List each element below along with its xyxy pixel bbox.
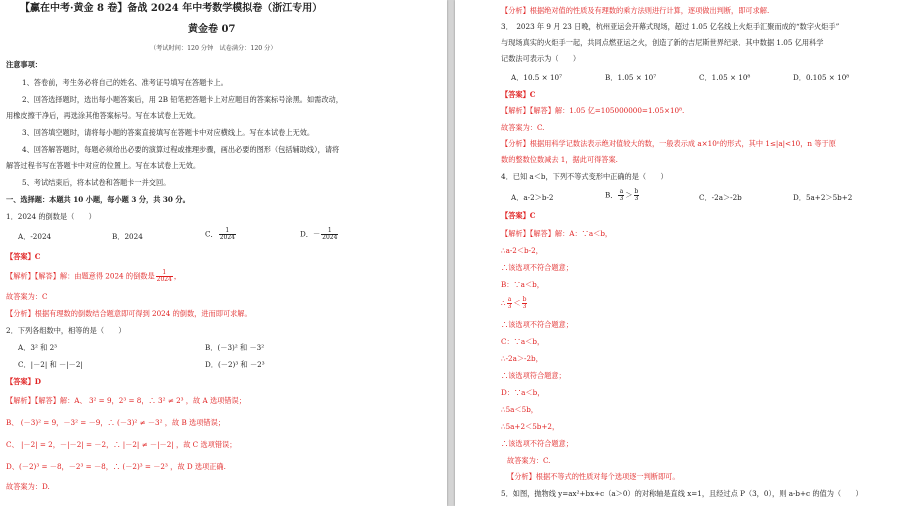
q4-analysis-line: ∴该选项不符合题意； bbox=[501, 439, 573, 448]
q2-answer: 【答案】D bbox=[6, 377, 41, 386]
q4-option-b: B． $\frac{a}{3}$ ＞ $\frac{b}{3}$ bbox=[605, 188, 639, 202]
q3-analysis: 【解析】【解答】解：1.05 亿=105000000=1.05×10⁸. bbox=[501, 106, 685, 115]
q2-analysis-line: B、 (－3)² = 9，－3² = －9，∴ (－3)² ≠ －3² ，故 B 选项错误； bbox=[6, 418, 225, 427]
page-left bbox=[0, 0, 447, 506]
note-line: 5、考试结束后，将本试卷和答题卡一并交回。 bbox=[22, 178, 171, 187]
note-line: 1、答卷前，考生务必将自己的姓名、准考证号填写在答题卡上。 bbox=[22, 78, 228, 87]
q2-conclusion: 故答案为：D. bbox=[6, 482, 50, 491]
exam-info: （考试时间：120 分钟 试卷满分：120 分） bbox=[150, 45, 277, 52]
question-5-stem: 5．如图，抛物线 y=ax²+bx+c（a＞0）的对称轴是直线 x=1，且经过点 P（3，0），则 a-b+c 的值为（ ） bbox=[501, 489, 863, 498]
q2-fenxi: 【分析】根据绝对值的性质及有理数的乘方法则进行计算，逐项做出判断，即可求解. bbox=[501, 6, 770, 15]
q4-analysis-line: C：∵a＜b， bbox=[501, 337, 545, 346]
note-line: 4、回答解答题时，每题必须给出必要的演算过程或推理步骤，画出必要的图形（包括辅助线），请将 bbox=[22, 145, 340, 154]
question-2-stem: 2．下列各组数中，相等的是（ ） bbox=[6, 326, 126, 335]
exam-title: 【赢在中考·黄金 8 卷】备战 2024 年中考数学模拟卷（浙江专用） bbox=[20, 3, 323, 14]
q1-option-c: C． $\frac{1}{2024}$ bbox=[205, 227, 235, 241]
note-line: 3、回答填空题时，请将每小题的答案直接填写在答题卡中对应横线上。写在本试卷上无效。 bbox=[22, 128, 315, 137]
q4-conclusion: 故答案为：C. bbox=[507, 456, 551, 465]
question-1-stem: 1．2024 的倒数是（ ） bbox=[6, 212, 96, 221]
section-heading: 一、选择题：本题共 10 小题，每小题 3 分，共 30 分。 bbox=[6, 195, 190, 204]
note-line: 2、回答选择题时，选出每小题答案后，用 2B 铅笔把答题卡上对应题目的答案标号涂黑。如需改动， bbox=[22, 95, 343, 104]
q1-conclusion: 故答案为：C bbox=[6, 292, 48, 301]
q4-analysis-line: 【解析】【解答】解：A：∵a＜b， bbox=[501, 229, 613, 238]
note-line: 解答过程书写在答题卡中对应的位置上。写在本试卷上无效。 bbox=[6, 161, 201, 170]
q4-analysis-fraction-line: ∴ $\frac{a}{3}$ ＜ $\frac{b}{3}$ bbox=[501, 296, 527, 310]
notes-heading: 注意事项： bbox=[6, 60, 42, 69]
q3-option-a: A．10.5 × 10⁷ bbox=[511, 73, 563, 82]
q2-analysis-line: D、(－2)³ = －8，－2³ = －8，∴ (－2)³ = －2³ ，故 D 选项正确. bbox=[6, 462, 226, 471]
note-line: 用橡皮擦干净后，再选涂其他答案标号。写在本试卷上无效。 bbox=[6, 111, 201, 120]
question-4-stem: 4．已知 a＜b，下列不等式变形中正确的是（ ） bbox=[501, 172, 668, 181]
q3-option-d: D．0.105 × 10⁸ bbox=[793, 73, 850, 82]
q1-fenxi: 【分析】根据有理数的倒数结合题意即可得到 2024 的倒数，进而即可求解。 bbox=[6, 309, 252, 318]
q4-analysis-line: ∴5a＜5b， bbox=[501, 405, 538, 414]
q2-option-a: A．3² 和 2³ bbox=[18, 343, 58, 352]
q2-analysis-line: C、 |－2| = 2，－|－2| = －2，∴ |－2| ≠ －|－2| ，故 C 选项错误； bbox=[6, 440, 237, 449]
q4-analysis-line: ∴-2a＞-2b， bbox=[501, 354, 543, 363]
q4-analysis-line: D：∵a＜b， bbox=[501, 388, 545, 397]
exam-subtitle: 黄金卷 07 bbox=[188, 24, 236, 35]
question-3-stem: 记数法可表示为（ ） bbox=[501, 54, 581, 63]
question-3-stem: 与现场真实的火炬手一起，共同点燃亚运之火，创造了新的吉尼斯世界纪录．其中数据 1.05 亿用科学 bbox=[501, 38, 824, 47]
q2-option-b: B．(－3)² 和 －3² bbox=[205, 343, 265, 352]
q4-option-a: A．a-2＞b-2 bbox=[511, 193, 554, 202]
q3-fenxi: 【分析】根据用科学记数法表示绝对值较大的数，一般表示成 a×10ⁿ的形式，其中 1≤|a|<10，n 等于原 bbox=[501, 139, 836, 148]
q3-conclusion: 故答案为：C. bbox=[501, 123, 545, 132]
q2-option-c: C．|－2| 和 －|－2| bbox=[18, 360, 83, 369]
q2-option-d: D．(－2)³ 和 －2³ bbox=[205, 360, 265, 369]
q4-answer: 【答案】C bbox=[501, 211, 536, 220]
q3-fenxi: 数的整数位数减去 1，据此可得答案. bbox=[501, 155, 618, 164]
q2-analysis-line: 【解析】【解答】解：A、 3² = 9，2³ = 8，∴ 3² ≠ 2³ ，故 A 选项错误； bbox=[6, 396, 246, 405]
q3-answer: 【答案】C bbox=[501, 90, 536, 99]
q4-analysis-line: ∴a-2＜b-2， bbox=[501, 246, 543, 255]
q4-option-d: D．5a+2＞5b+2 bbox=[793, 193, 853, 202]
q3-option-c: C．1.05 × 10⁸ bbox=[699, 73, 751, 82]
q4-analysis-line: B：∵a＜b， bbox=[501, 280, 544, 289]
q4-fenxi: 【分析】根据不等式的性质对每个选项逐一判断即可。 bbox=[507, 472, 680, 481]
q1-option-a: A．-2024 bbox=[18, 232, 52, 241]
q4-analysis-line: ∴该选项不符合题意； bbox=[501, 263, 573, 272]
question-3-stem: 3． 2023 年 9 月 23 日晚，杭州亚运会开幕式现场，超过 1.05 亿名线上火炬手汇聚而成的“数字火炬手” bbox=[501, 22, 840, 31]
q4-analysis-line: ∴该选项符合题意； bbox=[501, 371, 566, 380]
q3-option-b: B．1.05 × 10⁷ bbox=[605, 73, 657, 82]
q1-option-b: B．2024 bbox=[112, 232, 143, 241]
q4-analysis-line: ∴该选项不符合题意； bbox=[501, 320, 573, 329]
q1-answer: 【答案】C bbox=[6, 252, 41, 261]
q4-analysis-line: ∴5a+2＜5b+2， bbox=[501, 422, 560, 431]
page-right bbox=[455, 0, 900, 506]
q1-option-d: D．－ $\frac{1}{2024}$ bbox=[300, 227, 338, 241]
q4-option-c: C．-2a＞-2b bbox=[699, 193, 742, 202]
q1-analysis: 【解析】【解答】解：由题意得 2024 的倒数是 $\frac{1}{2024}$ ， bbox=[6, 269, 182, 283]
